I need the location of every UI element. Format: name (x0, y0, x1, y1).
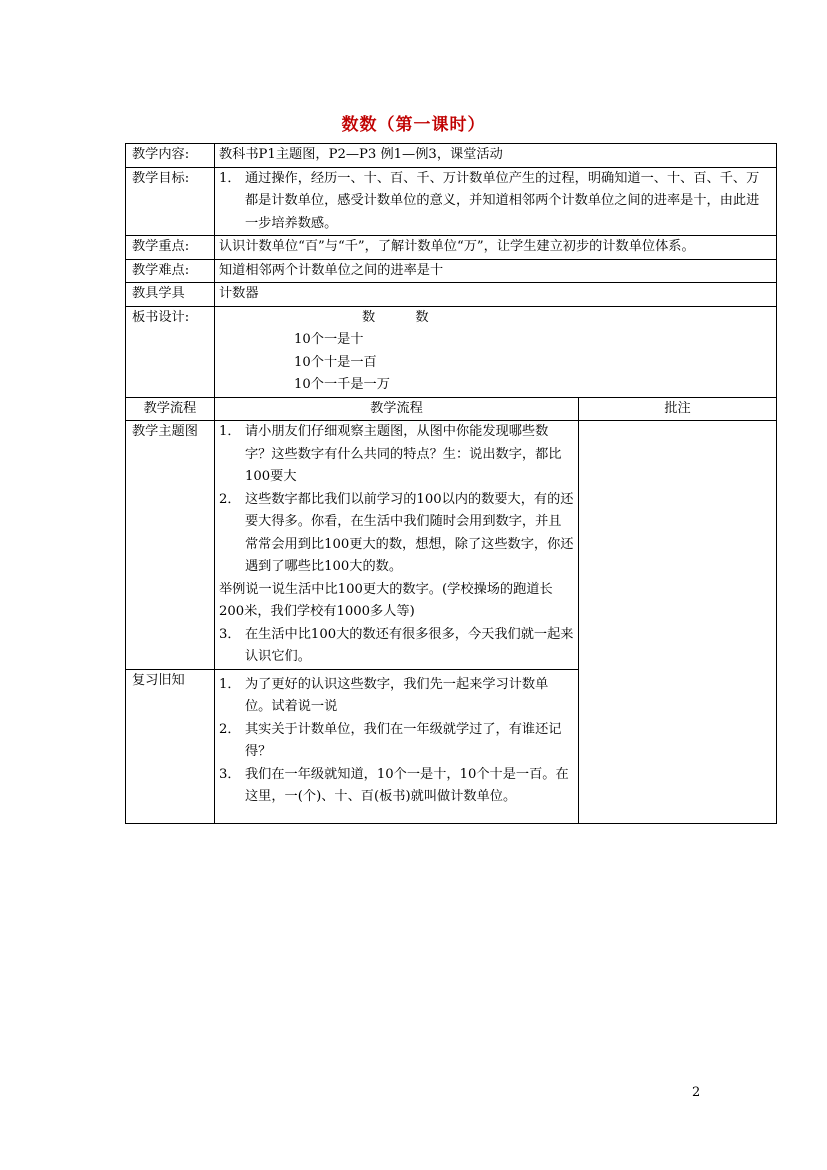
page-title: 数数（第一课时） (341, 115, 486, 135)
label-content: 教学内容: (126, 144, 215, 168)
list-item (219, 624, 574, 669)
list-item (219, 421, 574, 489)
goal-num: 1． (219, 170, 241, 186)
flow-header-col2: 教学流程 (215, 397, 579, 421)
item-num: 2． (219, 721, 241, 737)
value-tools: 计数器 (215, 283, 777, 307)
list-item (219, 489, 574, 579)
goal-text: 通过操作，经历一、十、百、千、万计数单位产生的过程，明确知道一、十、百、千、万都是计数单位，感受计数单位的意义，并知道相邻两个计数单位之间的进率是十，由此进一步培养数感。 (245, 170, 760, 231)
section2-body (215, 669, 579, 823)
row-content (126, 144, 777, 168)
item-text: 其实关于计数单位，我们在一年级就学过了，有谁还记得？ (245, 721, 562, 759)
label-key: 教学重点: (126, 236, 215, 260)
item-num: 2． (219, 491, 241, 507)
page-number: 2 (692, 1085, 701, 1100)
item-text: 我们在一年级就知道，10个一是十，10个十是一百。在这里，一(个)、十、百(板书)就叫做计数单位。 (245, 766, 569, 804)
board-design (219, 307, 772, 397)
label-section1: 教学主题图 (126, 421, 215, 670)
value-board (215, 306, 777, 397)
annotation-cell (579, 421, 777, 824)
item-num: 1． (219, 424, 241, 439)
flow-header-row (126, 397, 777, 421)
row-key (126, 236, 777, 260)
value-difficulty: 知道相邻两个计数单位之间的进率是十 (215, 259, 777, 283)
item-text: 请小朋友们仔细观察主题图，从图中你能发现哪些数字？这些数字有什么共同的特点？生：说出数字，都比100要大 (245, 424, 562, 484)
label-difficulty: 教学难点: (126, 259, 215, 283)
value-goal (215, 167, 777, 236)
section1-body (215, 421, 579, 670)
item-text: 在生活中比100大的数还有很多很多，今天我们就一起来认识它们。 (245, 626, 574, 664)
list-item (219, 764, 574, 809)
flow-header-col3: 批注 (579, 397, 777, 421)
label-tools: 教具学具 (126, 283, 215, 307)
lesson-plan-table (125, 143, 777, 824)
row-goal (126, 167, 777, 236)
list-item (219, 719, 574, 764)
row-difficulty (126, 259, 777, 283)
list-item (219, 674, 574, 719)
item-text: 这些数字都比我们以前学习的100以内的数要大，有的还要大得多。你看，在生活中我们随时会用到数字，并且常常会用到比100更大的数，想想，除了这些数字，你还遇到了哪些比100大的数。 (245, 491, 574, 574)
board-line: 10个一是十 (294, 332, 364, 347)
row-board (126, 306, 777, 397)
item-num: 3． (219, 766, 241, 782)
value-content: 教科书P1主题图，P2—P3 例1—例3，课堂活动 (215, 144, 777, 168)
flow-header-col1: 教学流程 (126, 397, 215, 421)
label-section2: 复习旧知 (126, 669, 215, 823)
item-num: 1． (219, 676, 241, 692)
value-key: 认识计数单位“百”与“千”，了解计数单位“万”，让学生建立初步的计数单位体系。 (215, 236, 777, 260)
item-num: 3． (219, 626, 241, 642)
item-text: 为了更好的认识这些数字，我们先一起来学习计数单位。试着说一说 (245, 676, 549, 714)
board-line: 10个十是一百 (294, 354, 377, 370)
label-goal: 教学目标: (126, 167, 215, 236)
row-section1 (126, 421, 777, 670)
label-board: 板书设计: (126, 306, 215, 397)
board-heading: 数 数 (362, 309, 447, 325)
example-paragraph: 举例说一说生活中比100更大的数字。(学校操场的跑道长200米，我们学校有1000多人等) (219, 581, 553, 619)
row-tools (126, 283, 777, 307)
board-line: 10个一千是一万 (294, 377, 390, 392)
